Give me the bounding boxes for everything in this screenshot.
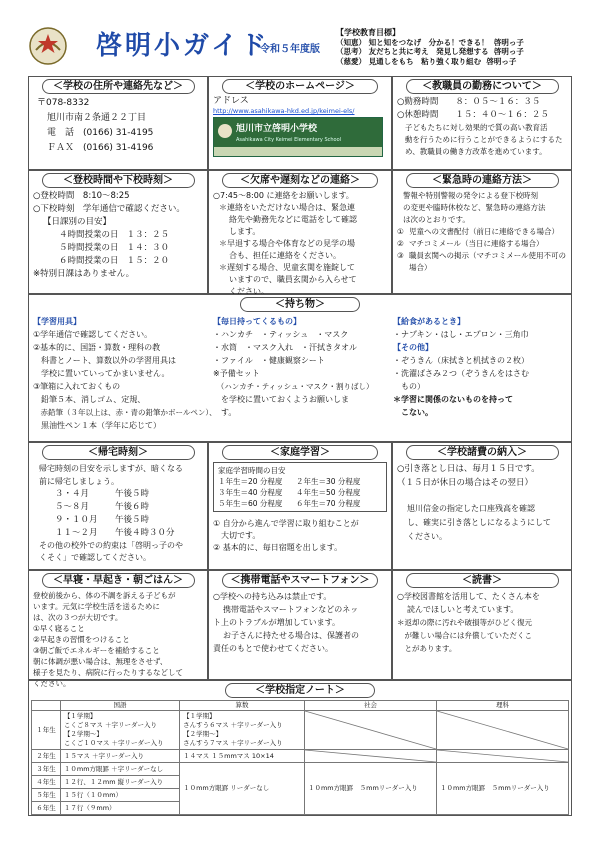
sleep-section [28,570,208,688]
study-tools: 【学習用具】 ①学年通信で確認してください。 ②基本的に、国語・算数・理科の教 科書とノート、算数以外の学習用具は 学校に置いていってかまいません。 ③筆箱に入れておくもの 鉛筆５本、消しゴム、定規、 赤鉛筆（３年以上は、赤・青の鉛筆かボールペン）、 黒油性ペン１本（学年に応じて） [33,317,217,430]
absence-notes: ＊連絡をいただけない場合は、緊急連 絡先や勤務先などに電話をして確認 します。 ＊早退する場合や体育などの見学の場 合も、担任に連絡をください。 ＊遅刻する場合、児童玄関を施錠して いますので、職員玄関から入らせて ください。 [219,203,357,296]
header [0,0,600,72]
col-rika: 理科 [436,701,568,711]
return-section [28,442,208,570]
payment-section [392,442,572,570]
sleep-heading: ＜早寝・早起き・朝ごはん＞ [42,573,195,588]
banner-strip [214,147,382,156]
phone-heading: ＜携帯電話やスマートフォン＞ [222,573,379,588]
table-row: ２年生 １５マス ＋字リーダー入り １４マス １５mmマス 10×14 [32,750,569,763]
staff-hours-section [392,76,572,170]
lunch-items-title: 【給食があるとき】 [393,317,465,326]
phone-number: 電 話 (0166) 31-4195 [47,128,154,138]
daily-items-title: 【毎日持ってくるもの】 [213,317,301,326]
sleep-text: 登校前後から、体の不調を訴える子どもが います。元気に学校生活を送るために は、次の３つが大切です。 ①早く寝ること ②早起きの習慣をつけること ③朝ご飯でエネルギーを補給すること 朝に体調が悪い場合は、無理をさせず、 様子を見たり、病院に行ったりするなどして ください。 [33,591,183,688]
return-heading: ＜帰宅時刻＞ [42,445,195,460]
reading-text: ○学校図書館を活用して、たくさん本を 読んでほしいと考えています。 ＊返却の際に汚れや破損等がひどく復元 が難しい場合には弁償していただくこ とがあります。 [397,592,540,653]
work-style-note: 子どもたちに対し効果的で質の高い教育活 動を行うために行うことができるようにするた め、教職員の働き方改革を進めています。 [405,123,563,156]
reading-heading: ＜読書＞ [406,573,559,588]
fax-number: ＦＡＸ (0166) 31-4196 [47,143,154,153]
banner-school-name: 旭川市立啓明小学校 [236,124,318,135]
homework-row: ３年生＝40 分程度 ４年生＝50 分程度 [218,488,361,497]
payment-note: 旭川信金の指定した口座残高を確認 し、確実に引き落としになるようにして ください。 [407,504,551,541]
edition-year: 令和５年度版 [260,44,320,55]
homepage-banner[interactable] [213,117,383,157]
table-row: ３年生 １０mm方眼罫 ＋字リーダーなし １０mm方眼罫 リーダーなし １０mm方眼罫 ５mmリーダー入り １０mm方眼罫 ５mmリーダー入り [32,763,569,776]
absence-heading: ＜欠席や遅刻などの連絡＞ [222,173,379,188]
commute-heading: ＜登校時間や下校時刻＞ [42,173,195,188]
work-hours: ○勤務時間 ８：０５～１６：３５ [397,97,541,107]
schedule-guide: 【日課別の目安】 [43,217,112,227]
schedule-list [33,229,203,268]
return-times [33,488,203,540]
col-shakai: 社会 [304,701,436,711]
banner-emblem-icon [218,124,232,138]
notebook-table [31,700,569,815]
return-note: その他の校外での約束は「啓明っ子のや くそく」で確認してください。 [39,541,183,562]
homework-row: ５年生＝60 分程度 ６年生＝70 分程度 [218,499,361,508]
emergency-section [392,170,572,294]
notebook-section [28,680,572,816]
emergency-item: ③ 職員玄関への掲示（マチコミメール使用不可の場合） [397,251,567,272]
homework-section [208,442,392,570]
return-intro: 帰宅時刻の目安を示しますが、暗くなる 前に帰宅しましょう。 [39,464,183,486]
goal-row: （慈愛） 見通しをもち 粘り強く取り組む 啓明っ子 [336,56,517,66]
col-sansu: 算数 [180,701,305,711]
absence-intro: ○7:45～8:00 に連絡をお願いします。 [213,191,354,200]
emergency-item: ① 児童への文書配付（前日に連絡できる場合） [397,227,559,236]
page-title: 啓明小ガイド [96,31,270,61]
lunch-items: 【給食があるとき】 ・ナプキン・はし・エプロン・三角巾 【その他】 ・ぞうきん（床拭きと机拭きの２枚） ・洗濯ばさみ２つ（ぞうきんをはさむ もの） ＊学習に関係のないものを持って こない。 [393,315,571,419]
table-row: ６年生 １７行（９mm） [32,802,569,815]
return-row: ９・１０月 午後５時 [55,515,150,525]
banner-subtitle: Asahikawa City Keimei Elementary School [236,137,342,144]
emergency-list [397,226,567,274]
street-address: 旭川市南２条通２２丁目 [47,113,147,123]
table-row: ４年生 １２行、１２mm 縦リーダー入り [32,776,569,789]
special-schedule-note: ※特別日課はありません。 [33,269,135,279]
address-section [28,76,208,170]
other-items-title: 【その他】 [393,343,433,352]
homework-time-box [213,462,387,512]
phone-text: ○学校への持ち込みは禁止です。 携帯電話やスマートフォンなどのネッ ト上のトラブルが増加しています。 お子さんに持たせる場合は、保護者の 責任のもとで使わせてください。 [213,592,359,653]
reading-section [392,570,572,680]
homepage-link[interactable]: http://www.asahikawa-hkd.ed.jp/keimei-els/ [213,107,355,116]
shakai-na-cell [304,711,436,750]
goal-row: （知恵） 知と知をつなげ 分かる！できる！ 啓明っ子 [336,38,524,47]
schedule-row: ６時間授業の日 １５：２０ [59,256,170,266]
emergency-intro: 警報や特別警報の発令による登下校時刻 の変更や臨時休校など、緊急時の連絡方法 は次のとおりです。 [403,191,546,224]
return-row: １１～２月 午後４時３０分 [55,528,175,538]
school-goals [336,28,586,66]
emergency-heading: ＜緊急時の連絡方法＞ [406,173,559,188]
belongings-section [28,294,572,442]
homework-heading: ＜家庭学習＞ [222,445,379,460]
return-row: ３・４月 午後５時 [55,489,150,499]
belongings-heading: ＜持ち物＞ [240,297,360,312]
return-row: ５～８月 午後６時 [55,502,150,512]
homework-notes: ① 自分から進んで学習に取り組むことが 大切です。 ② 基本的に、毎日宿題を出します。 [213,519,359,552]
address-label: アドレス [213,96,249,106]
rest-hours: ○休憩時間 １５：４０～１６：２５ [397,110,549,120]
homepage-heading: ＜学校のホームページ＞ [222,79,379,94]
table-row: １年生 【１学期】 こくご８マス ＋字リーダー入り 【２学期～】 こくご１０マス ＋字リーダー入り 【１学期】 さんすう６マス ＋字リーダー入り 【２学期～】 さんすう７マス ＋字リーダー入り [32,711,569,750]
homework-box-title: 家庭学習時間の目安 [218,466,286,475]
table-row: ５年生 １５行（１０mm） [32,789,569,802]
emergency-item: ② マチコミメール（当日に連絡する場合） [397,239,544,248]
absence-section [208,170,392,294]
homework-row: １年生＝20 分程度 ２年生＝30 分程度 [218,477,361,486]
payment-date: ○引き落とし日は、毎月１５日です。 （１５日が休日の場合はその翌日） [397,464,540,488]
arrival-time: ○登校時間 8:10～8:25 [33,191,130,201]
notebook-heading: ＜学校指定ノート＞ [225,683,375,698]
phone-section [208,570,392,680]
address-heading: ＜学校の住所や連絡先など＞ [42,79,195,94]
school-emblem-icon [28,26,68,66]
goal-row: （思考） 友だちと共に考え 発見し発想する 啓明っ子 [336,47,524,57]
schedule-row: ５時間授業の日 １４：３０ [59,243,170,253]
postal-code: 〒078-8332 [37,98,90,108]
daily-items: 【毎日持ってくるもの】 ・ハンカチ ・ティッシュ ・マスク ・水筒 ・マスク入れ ・汗拭きタオル ・ファイル ・健康観察シート ※予備セット （ハンカチ・ティッシュ・マスク・割りばし） を学校に置いておくようお願いしま す。 [213,315,393,419]
schedule-row: ４時間授業の日 １３：２５ [59,230,170,240]
payment-heading: ＜学校諸費の納入＞ [406,445,559,460]
staff-hours-heading: ＜教職員の勤務について＞ [406,79,559,94]
rika-na-cell [436,711,568,750]
homepage-section [208,76,392,170]
goals-title: 【学校教育目標】 [336,28,400,37]
study-tools-title: 【学習用具】 [33,317,81,326]
col-kokugo: 国語 [60,701,179,711]
leave-time: ○下校時刻 学年通信で確認ください。 [33,204,185,214]
commute-section [28,170,208,294]
